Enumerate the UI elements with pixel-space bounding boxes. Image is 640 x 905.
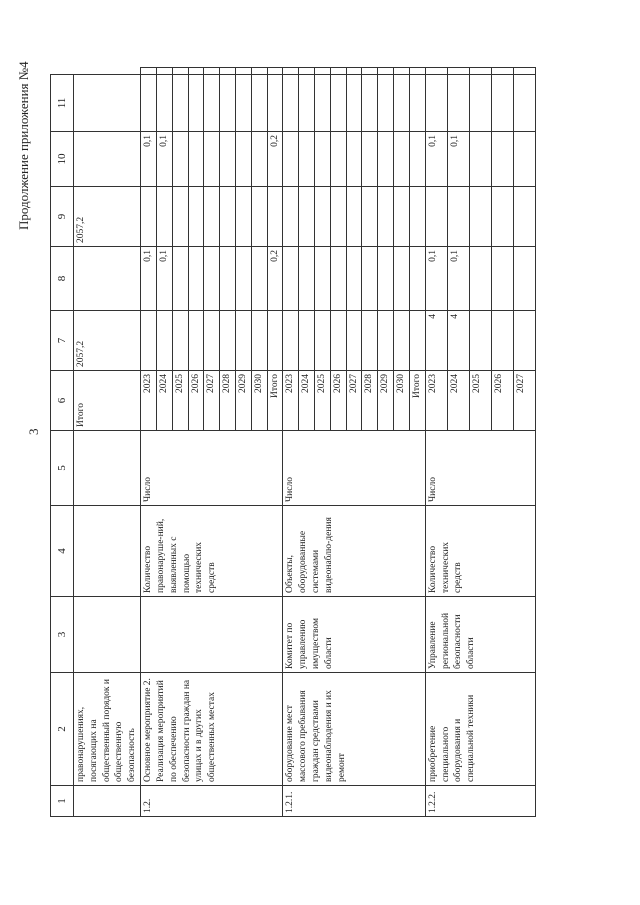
page-title: Продолжение приложения №4: [16, 61, 31, 230]
section-number: 1.2.2.: [425, 786, 535, 817]
section-executor: Комитет по управлению имуществом области: [283, 597, 425, 673]
empty-cell: [299, 187, 315, 247]
empty-cell: [267, 187, 283, 247]
empty-cell: [425, 75, 447, 132]
year-cell: [491, 371, 513, 431]
empty-cell: [378, 68, 394, 75]
value-cell-c9: [283, 132, 299, 187]
value-cell-c6: [204, 311, 220, 371]
empty-cell: [469, 75, 491, 132]
year-label: 2025: [174, 374, 185, 393]
empty-cell: [447, 75, 469, 132]
col-num: 6: [51, 371, 74, 431]
value-cell-c7: 0,1: [156, 247, 172, 311]
col-num: 3: [51, 597, 74, 673]
table-body: [51, 68, 536, 817]
empty-cell: [346, 187, 362, 247]
value-cell-c7: [346, 247, 362, 311]
empty-cell: [172, 68, 188, 75]
value-cell-c9: [220, 132, 236, 187]
value-cell-c7: [469, 247, 491, 311]
empty-cell: [491, 187, 513, 247]
empty-cell: [315, 75, 331, 132]
empty-cell: [283, 187, 299, 247]
empty-cell: [425, 187, 447, 247]
value-cell-c7: [409, 247, 425, 311]
value-cell-c9: [330, 132, 346, 187]
year-label: 2024: [449, 374, 460, 393]
cell-c9: 2057,2: [74, 187, 141, 247]
empty-cell: [378, 75, 394, 132]
value-cell-c6: 4: [447, 311, 469, 371]
year-label: 2029: [237, 374, 248, 393]
value-cell-c6: [235, 311, 251, 371]
total-label: Итого: [74, 371, 141, 431]
value-cell-c6: [491, 311, 513, 371]
empty-cell: [513, 75, 535, 132]
year-cell: [156, 371, 172, 431]
year-cell: [447, 371, 469, 431]
column-number-row: [51, 68, 74, 817]
value-cell-c6: [394, 311, 410, 371]
empty-cell: [251, 68, 267, 75]
year-cell: [141, 371, 157, 431]
section-unit: Число: [425, 431, 535, 506]
year-cell: [172, 371, 188, 431]
year-label: 2023: [285, 374, 296, 393]
empty-cell: [409, 68, 425, 75]
year-label: 2026: [493, 374, 504, 393]
value-cell-c9: [204, 132, 220, 187]
year-cell: [378, 371, 394, 431]
year-label: 2025: [471, 374, 482, 393]
section-executor: Управление региональной безопасности области: [425, 597, 535, 673]
section-indicator: Объекты, оборудованные системами видеонаблю-дения: [283, 506, 425, 597]
year-cell: [204, 371, 220, 431]
empty-cell: [267, 68, 283, 75]
cell: [74, 786, 141, 817]
col-num: 9: [51, 187, 74, 247]
empty-cell: [330, 187, 346, 247]
col-num: 10: [51, 132, 74, 187]
total-text: Итого: [411, 374, 422, 399]
empty-cell: [315, 187, 331, 247]
empty-cell: [362, 75, 378, 132]
empty-cell: [394, 187, 410, 247]
value-cell-c9: [362, 132, 378, 187]
value-cell-c6: [220, 311, 236, 371]
value-cell-c6: [513, 311, 535, 371]
value-cell-c9: [346, 132, 362, 187]
empty-cell: [315, 68, 331, 75]
empty-cell: [299, 75, 315, 132]
value-cell-c7: [235, 247, 251, 311]
col-num: 5: [51, 431, 74, 506]
empty-cell: [156, 187, 172, 247]
total-text: Итого: [269, 374, 280, 399]
value-cell-c7: [220, 247, 236, 311]
year-cell: [251, 371, 267, 431]
program-table: [50, 67, 536, 817]
empty-cell: [513, 187, 535, 247]
section-number: 1.2.: [141, 786, 283, 817]
year-cell: [394, 371, 410, 431]
empty-cell: [141, 75, 157, 132]
value-cell-c7: [378, 247, 394, 311]
year-cell: [330, 371, 346, 431]
year-label: 2027: [348, 374, 359, 393]
empty-cell: [394, 68, 410, 75]
empty-cell: [204, 187, 220, 247]
value-cell-c7: [283, 247, 299, 311]
value-cell-c9: 0,1: [141, 132, 157, 187]
year-label: 2023: [143, 374, 154, 393]
empty-cell: [156, 75, 172, 132]
value-cell-c9: [378, 132, 394, 187]
empty-cell: [394, 75, 410, 132]
empty-cell: [469, 68, 491, 75]
year-cell: [299, 371, 315, 431]
empty-cell: [299, 68, 315, 75]
empty-cell: [283, 68, 299, 75]
year-label: 2028: [364, 374, 375, 393]
empty-cell: [447, 187, 469, 247]
empty-cell: [425, 68, 447, 75]
empty-cell: [330, 68, 346, 75]
value-cell-c6: [172, 311, 188, 371]
year-cell: [315, 371, 331, 431]
year-label: 2028: [222, 374, 233, 393]
value-cell-c9: [235, 132, 251, 187]
empty-cell: [378, 187, 394, 247]
value-cell-c7: [491, 247, 513, 311]
year-label: 2029: [380, 374, 391, 393]
empty-cell: [172, 187, 188, 247]
year-cell: [513, 371, 535, 431]
empty-cell: [220, 68, 236, 75]
value-cell-c7: [172, 247, 188, 311]
total-label: [409, 371, 425, 431]
value-cell-c6: [156, 311, 172, 371]
table-row: [425, 68, 447, 817]
year-label: 2026: [332, 374, 343, 393]
value-cell-c7: 0,1: [447, 247, 469, 311]
empty-cell: [235, 75, 251, 132]
value-cell-c9: [299, 132, 315, 187]
col-num: 1: [51, 786, 74, 817]
value-cell-c6: [251, 311, 267, 371]
year-label: 2025: [317, 374, 327, 393]
value-cell-c9: 0,1: [156, 132, 172, 187]
year-label: 2026: [190, 374, 201, 393]
year-cell: [346, 371, 362, 431]
value-cell-c6: [362, 311, 378, 371]
year-label: 2027: [206, 374, 217, 393]
empty-cell: [220, 187, 236, 247]
value-cell-c7: [513, 247, 535, 311]
year-label: 2024: [301, 374, 312, 393]
value-cell-c6: [346, 311, 362, 371]
table-row: [141, 68, 157, 817]
value-cell-c9: [409, 132, 425, 187]
value-cell-c6: [378, 311, 394, 371]
empty-cell: [469, 187, 491, 247]
value-cell-c7: [362, 247, 378, 311]
total-label: [267, 371, 283, 431]
value-cell-c6: [330, 311, 346, 371]
empty-cell: [409, 187, 425, 247]
empty-cell: [220, 75, 236, 132]
value-cell-c9: [491, 132, 513, 187]
year-cell: [362, 371, 378, 431]
year-label: 2027: [515, 374, 526, 393]
value-cell-c9: 0,1: [425, 132, 447, 187]
col-num: 4: [51, 506, 74, 597]
value-cell-c7: [299, 247, 315, 311]
value-cell-c9: [188, 132, 204, 187]
value-cell-c9: [513, 132, 535, 187]
year-cell: [220, 371, 236, 431]
value-cell-c9: 0,2: [267, 132, 283, 187]
value-cell-c6: [283, 311, 299, 371]
value-cell-c7: [315, 247, 331, 311]
col-num: 7: [51, 311, 74, 371]
empty-cell: [346, 68, 362, 75]
section-unit: Число: [141, 431, 283, 506]
empty-cell: [188, 75, 204, 132]
value-cell-c6: [267, 311, 283, 371]
year-cell: [425, 371, 447, 431]
section-executor: [141, 597, 283, 673]
year-cell: [283, 371, 299, 431]
value-cell-c6: [141, 311, 157, 371]
year-label: 2023: [427, 374, 438, 393]
page-number: 3: [26, 428, 41, 435]
col-num: 2: [51, 673, 74, 786]
value-cell-c6: [299, 311, 315, 371]
empty-cell: [141, 187, 157, 247]
cell-c7: 2057,2: [74, 311, 141, 371]
empty-cell: [235, 187, 251, 247]
value-cell-c7: [394, 247, 410, 311]
section-unit: Число: [283, 431, 425, 506]
value-cell-c9: [394, 132, 410, 187]
empty-cell: [447, 68, 469, 75]
value-cell-c9: [172, 132, 188, 187]
value-cell-c7: 0,1: [425, 247, 447, 311]
empty-cell: [188, 68, 204, 75]
value-cell-c7: [204, 247, 220, 311]
value-cell-c7: 0,1: [141, 247, 157, 311]
empty-cell: [283, 75, 299, 132]
table-row: [74, 68, 141, 817]
section-indicator: Количество технических средств: [425, 506, 535, 597]
year-cell: [235, 371, 251, 431]
value-cell-c9: 0,1: [447, 132, 469, 187]
value-cell-c7: [330, 247, 346, 311]
empty-cell: [409, 75, 425, 132]
value-cell-c9: [251, 132, 267, 187]
empty-cell: [362, 187, 378, 247]
section-number: 1.2.1.: [283, 786, 425, 817]
year-cell: [469, 371, 491, 431]
empty-cell: [251, 75, 267, 132]
empty-cell: [156, 68, 172, 75]
empty-cell: [491, 68, 513, 75]
table-row: [283, 68, 299, 817]
value-cell-c7: 0,2: [267, 247, 283, 311]
empty-cell: [172, 75, 188, 132]
section-name: Основное мероприятие 2. Реализация мероприятий по обеспечению безопасности граждан на улицах и в других общественных местах: [141, 673, 283, 786]
empty-cell: [188, 187, 204, 247]
empty-cell: [141, 68, 157, 75]
value-cell-c6: [315, 311, 331, 371]
empty-cell: [513, 68, 535, 75]
value-cell-c6: [188, 311, 204, 371]
year-label: 2030: [253, 374, 264, 393]
section-name: оборудование мест массового пребывания граждан средствами видеонаблюдения и их ремонт: [283, 673, 425, 786]
year-label: 2024: [158, 374, 169, 393]
col-num: 11: [51, 75, 74, 132]
section-name: приобретение специального оборудования и специальной техники: [425, 673, 535, 786]
empty-cell: [204, 75, 220, 132]
value-cell-c7: [188, 247, 204, 311]
value-cell-c6: 4: [425, 311, 447, 371]
empty-cell: [330, 75, 346, 132]
empty-cell: [491, 75, 513, 132]
year-cell: [188, 371, 204, 431]
value-cell-c6: [469, 311, 491, 371]
empty-cell: [251, 187, 267, 247]
year-label: 2030: [396, 374, 407, 393]
value-cell-c9: [315, 132, 331, 187]
continued-name: правонарушениях, посягающих на общественный порядок и общественную безопасность: [74, 673, 141, 786]
section-indicator: Количество правонаруше-ний, выявленных с помощью технических средств: [141, 506, 283, 597]
empty-cell: [362, 68, 378, 75]
value-cell-c7: [251, 247, 267, 311]
value-cell-c6: [409, 311, 425, 371]
value-cell-c9: [469, 132, 491, 187]
empty-cell: [267, 75, 283, 132]
col-num: 8: [51, 247, 74, 311]
empty-cell: [204, 68, 220, 75]
empty-cell: [235, 68, 251, 75]
empty-cell: [346, 75, 362, 132]
